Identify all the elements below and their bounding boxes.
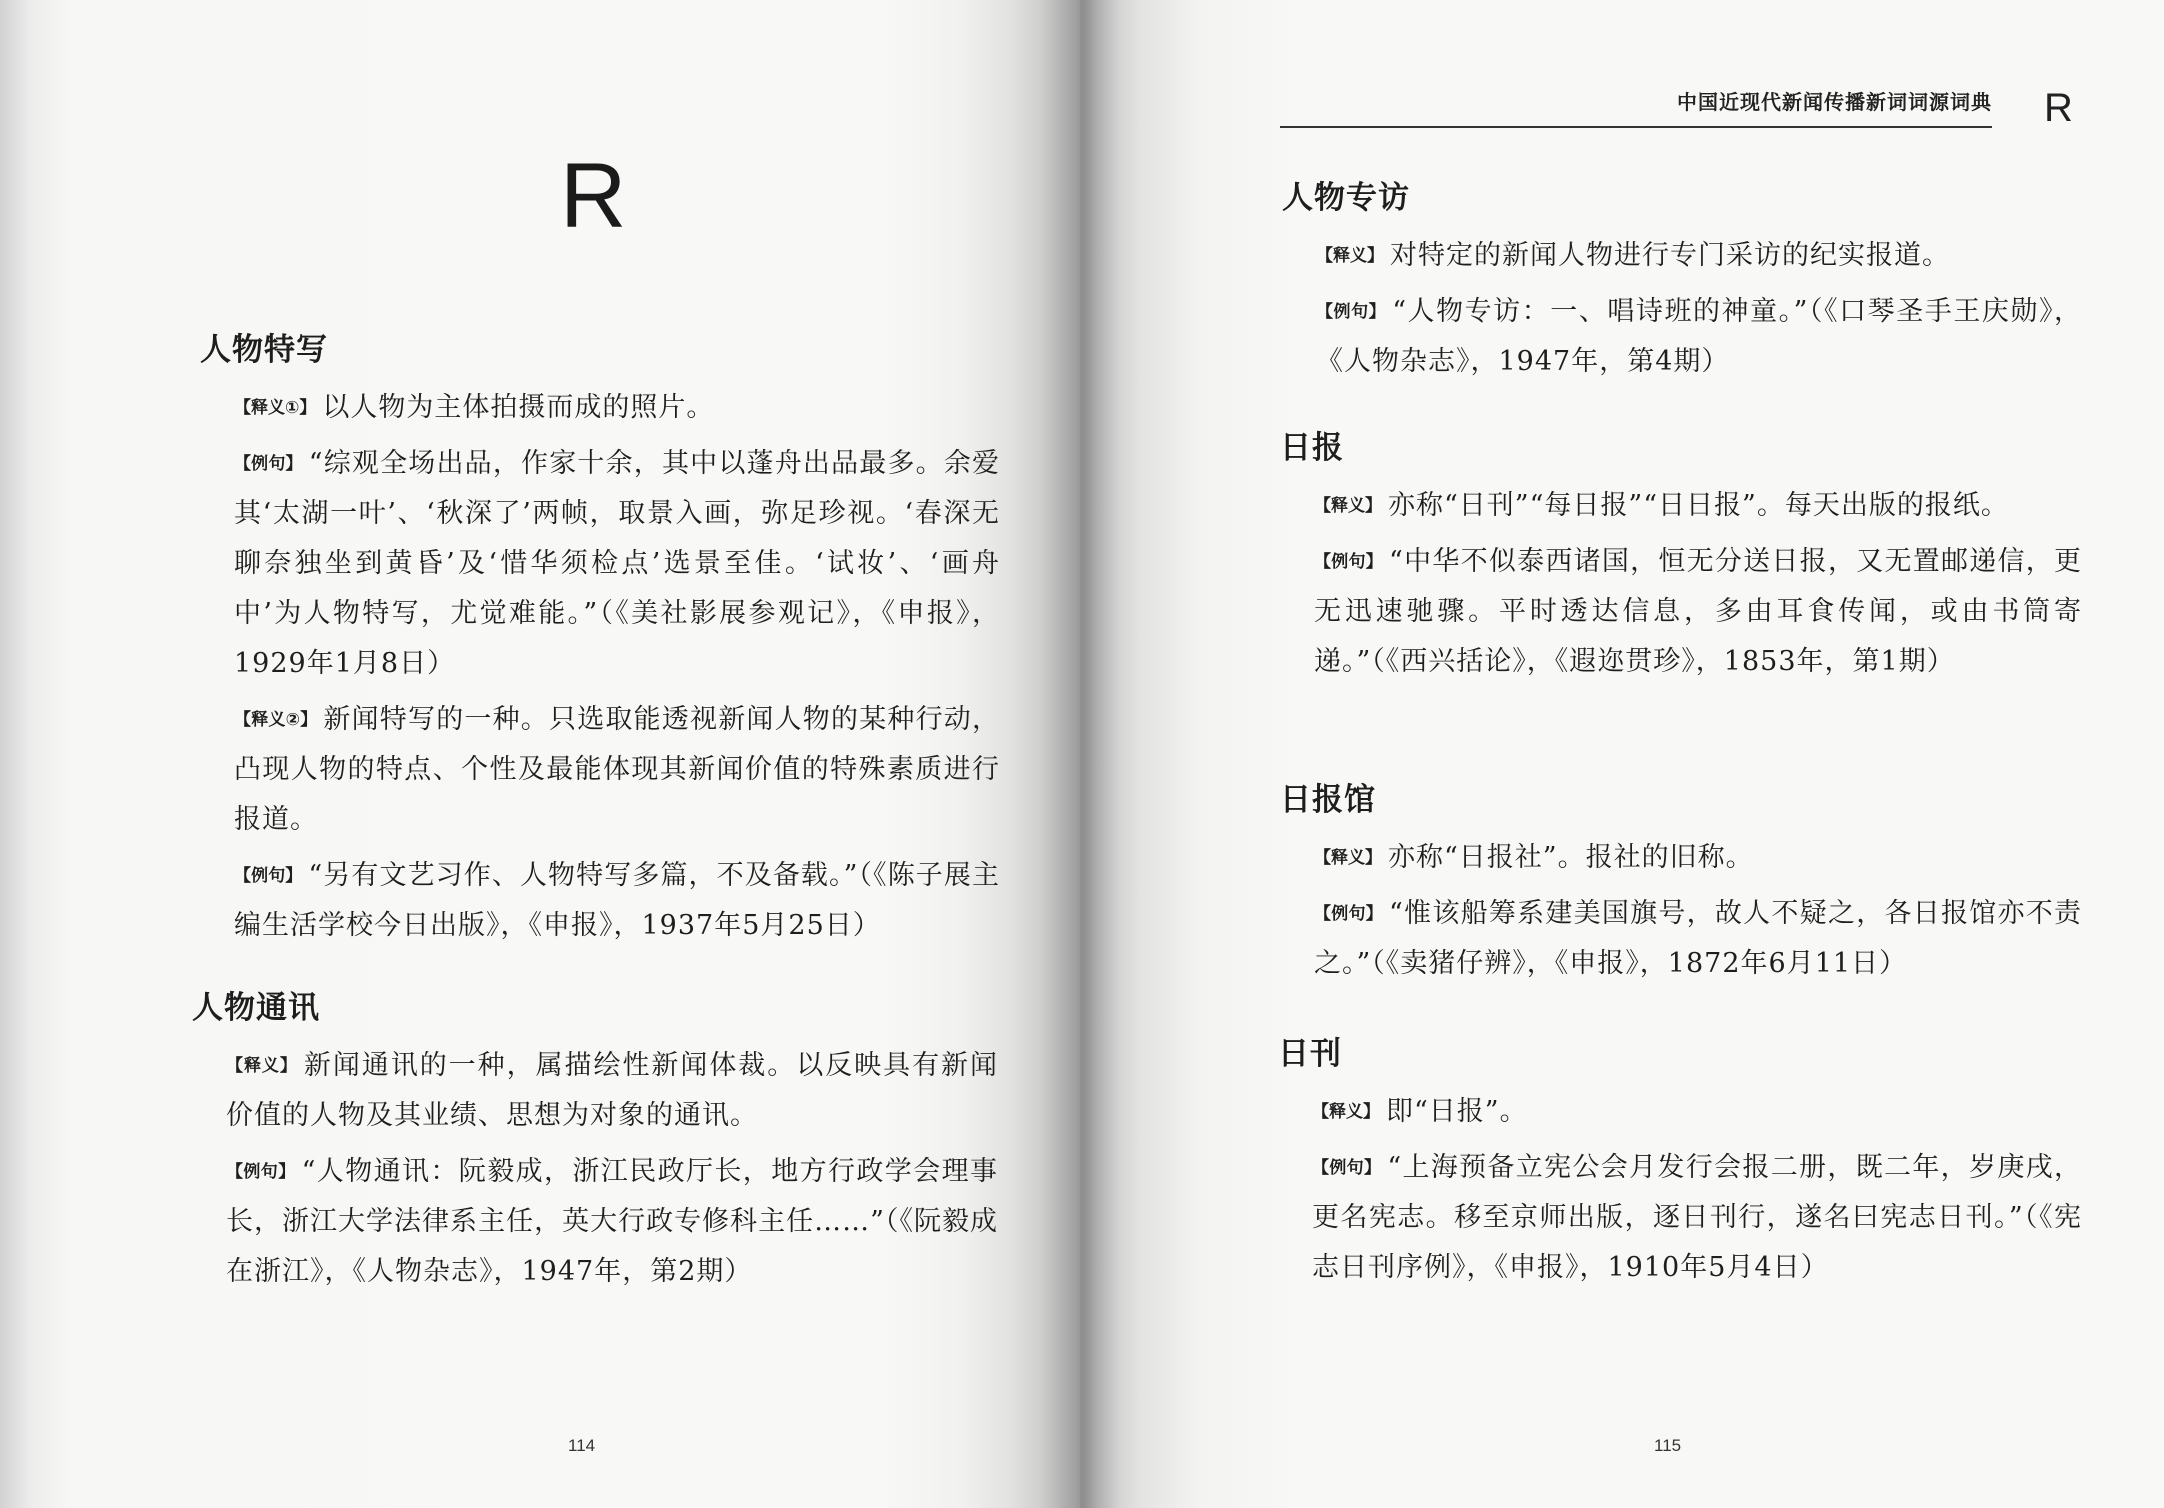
section-letter: R bbox=[560, 145, 627, 247]
entry-title: 日刊 bbox=[1278, 1036, 1342, 1072]
definition-tag: 【释义】 bbox=[1316, 246, 1384, 267]
definition-text: 以人物为主体拍摄而成的照片。 bbox=[322, 392, 715, 424]
running-head: 中国近现代新闻传播新词词源词典 bbox=[1677, 92, 1992, 114]
entry-renwu-texie bbox=[200, 332, 1000, 957]
example-tag: 【例句】 bbox=[1314, 552, 1384, 573]
example-paragraph bbox=[1280, 889, 2082, 989]
definition-tag: 【释义】 bbox=[1314, 496, 1382, 517]
example-paragraph bbox=[1278, 1143, 2082, 1293]
definition-paragraph bbox=[192, 1041, 998, 1141]
definition-text: 亦称“日刊”“每日报”“日日报”。每天出版的报纸。 bbox=[1388, 490, 2009, 522]
example-paragraph bbox=[192, 1147, 998, 1297]
section-letter-tab: R bbox=[2044, 86, 2073, 130]
entry-ribao bbox=[1280, 430, 2082, 693]
gutter-shadow bbox=[1040, 0, 1120, 1508]
definition-tag: 【释义】 bbox=[1314, 848, 1382, 869]
example-tag: 【例句】 bbox=[234, 454, 303, 475]
definition-text: 新闻特写的一种。只选取能透视新闻人物的某种行动，凸现人物的特点、个性及最能体现其新闻价值的特殊素质进行报道。 bbox=[234, 704, 1001, 836]
example-tag: 【例句】 bbox=[1312, 1158, 1382, 1179]
example-text: “另有文艺习作、人物特写多篇，不及备载。”（《陈子展主编生活学校今日出版》，《申报》，1937年5月25日） bbox=[234, 860, 1001, 942]
definition-text: 即“日报”。 bbox=[1386, 1096, 1528, 1128]
example-tag: 【例句】 bbox=[234, 866, 303, 887]
entry-title: 日报 bbox=[1280, 430, 1344, 466]
entry-title: 人物通讯 bbox=[192, 990, 320, 1026]
example-text: “人物专访：一、唱诗班的神童。”（《口琴圣手王庆勋》，《人物杂志》，1947年，第4期） bbox=[1316, 296, 2082, 378]
left-page bbox=[0, 0, 1080, 1508]
definition-text: 新闻通讯的一种，属描绘性新闻体裁。以反映具有新闻价值的人物及其业绩、思想为对象的通讯。 bbox=[226, 1050, 999, 1132]
definition-tag: 【释义】 bbox=[226, 1056, 298, 1077]
entry-title: 日报馆 bbox=[1280, 782, 1376, 818]
definition-text: 对特定的新闻人物进行专门采访的纪实报道。 bbox=[1390, 240, 1950, 272]
example-text: “综观全场出品，作家十余，其中以蓬舟出品最多。余爱其‘太湖一叶’、‘秋深了’两帧，取景入画，弥足珍视。‘春深无聊奈独坐到黄昏’及‘惜华须检点’选景至佳。‘试妆’、‘画舟中’为人物特写，尤觉难能。”（《美社影展参观记》，《申报》，1929年1月8日） bbox=[234, 448, 1000, 680]
header-rule bbox=[1280, 126, 1992, 128]
definition-paragraph bbox=[1278, 1087, 2082, 1137]
page-number: 115 bbox=[1654, 1436, 1682, 1455]
example-text: “上海预备立宪公会月发行会报二册，既二年，岁庚戌，更名宪志。移至京师出版，逐日刊行，遂名曰宪志日刊。”（《宪志日刊序例》，《申报》，1910年5月4日） bbox=[1312, 1152, 2082, 1284]
entry-title: 人物特写 bbox=[200, 332, 328, 368]
example-text: “中华不似泰西诸国，恒无分送日报，又无置邮递信，更无迅速驰骤。平时透达信息，多由耳食传闻，或由书筒寄递。”（《西兴括论》，《遐迩贯珍》，1853年，第1期） bbox=[1314, 546, 2082, 678]
page-number: 114 bbox=[568, 1436, 596, 1455]
entry-ribaoguan bbox=[1280, 782, 2082, 995]
example-text: “人物通讯：阮毅成，浙江民政厅长，地方行政学会理事长，浙江大学法律系主任，英大行政专修科主任……”（《阮毅成在浙江》，《人物杂志》，1947年，第2期） bbox=[226, 1156, 999, 1288]
example-tag: 【例句】 bbox=[226, 1162, 296, 1183]
entry-renwu-zhuanfang bbox=[1282, 180, 2082, 393]
example-tag: 【例句】 bbox=[1314, 904, 1384, 925]
example-tag: 【例句】 bbox=[1316, 302, 1387, 323]
definition-paragraph bbox=[200, 695, 1000, 845]
definition-paragraph bbox=[1282, 231, 2082, 281]
definition-text: 亦称“日报社”。报社的旧称。 bbox=[1388, 842, 1754, 874]
example-paragraph bbox=[200, 439, 1000, 689]
definition-paragraph bbox=[1280, 481, 2082, 531]
example-paragraph bbox=[1282, 287, 2082, 387]
definition-paragraph bbox=[200, 383, 1000, 433]
definition-tag: 【释义①】 bbox=[234, 398, 317, 419]
entry-renwu-tongxun bbox=[192, 990, 998, 1303]
definition-paragraph bbox=[1280, 833, 2082, 883]
entry-title: 人物专访 bbox=[1282, 180, 1410, 216]
example-paragraph bbox=[200, 851, 1000, 951]
example-paragraph bbox=[1280, 537, 2082, 687]
definition-tag: 【释义】 bbox=[1312, 1102, 1380, 1123]
entry-rikan bbox=[1278, 1036, 2082, 1299]
definition-tag: 【释义②】 bbox=[234, 710, 318, 731]
example-text: “惟该船筹系建美国旗号，故人不疑之，各日报馆亦不责之。”（《卖猪仔辨》，《申报》，1872年6月11日） bbox=[1314, 898, 2082, 980]
